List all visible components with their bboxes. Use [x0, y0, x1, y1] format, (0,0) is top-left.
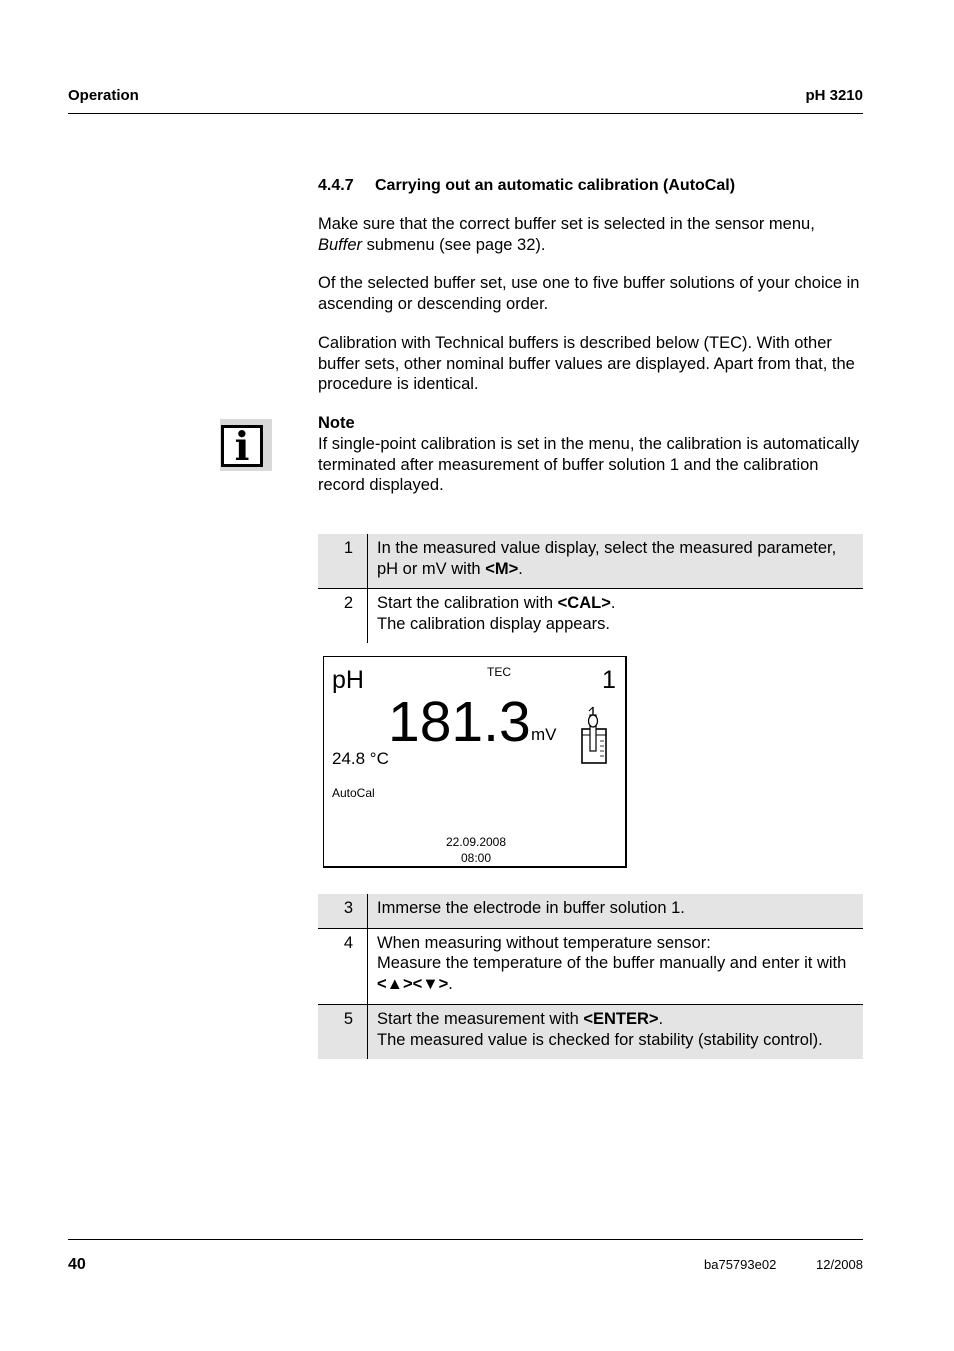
display-value: 181.3 [388, 690, 531, 754]
table-row [318, 894, 863, 928]
display-temperature: 24.8 °C [332, 749, 389, 768]
paragraph-text: Make sure that the correct buffer set is selected in the sensor menu, [318, 215, 815, 233]
table-row [318, 534, 863, 589]
step-text: Immerse the electrode in buffer solution 1. [368, 894, 864, 928]
display-time: 08:00 [460, 851, 492, 865]
header-product-label: pH 3210 [805, 87, 863, 104]
step-number: 2 [318, 589, 368, 643]
buffer-menu-ref: Buffer [318, 235, 363, 254]
step-number: 3 [318, 894, 368, 928]
steps-table-2 [318, 894, 863, 1059]
step-text: Start the calibration with <CAL>. The calibration display appears. [368, 589, 864, 643]
key-cal: <CAL> [557, 594, 611, 613]
page-number: 40 [68, 1256, 86, 1273]
step-number: 5 [318, 1004, 368, 1059]
paragraph-buffer-solutions: Of the selected buffer set, use one to five buffer solutions of your choice in ascending or descending order. [318, 274, 860, 313]
note-text: If single-point calibration is set in the menu, the calibration is automatically terminated after measurement of buffer solution 1 and the calibration record displayed. [318, 435, 860, 495]
info-icon [220, 419, 272, 471]
step-text: Start the measurement with <ENTER>. The measured value is checked for stability (stability control). [368, 1004, 864, 1059]
section-heading [318, 177, 735, 195]
note-title: Note [318, 414, 355, 432]
key-m: <M> [485, 559, 519, 578]
display-unit: mV [531, 725, 557, 744]
paragraph-buffer-set [318, 214, 866, 255]
paragraph-technical-buffers: Calibration with Technical buffers is described below (TEC). With other buffer sets, other nominal buffer values are displayed. Apart from that, the procedure is identical. [318, 334, 855, 394]
display-status: AutoCal [332, 786, 375, 800]
document-id: ba75793e02 [704, 1257, 777, 1272]
document-date: 12/2008 [816, 1257, 863, 1272]
electrode-beaker-icon [580, 705, 610, 770]
info-icon-letter: i [234, 424, 250, 470]
paragraph-text: submenu (see page 32). [362, 235, 546, 254]
section-number: 4.4.7 [318, 177, 354, 194]
step-number: 1 [318, 534, 368, 589]
header-section-label: Operation [68, 87, 139, 104]
section-title: Carrying out an automatic calibration (AutoCal) [375, 177, 736, 194]
instrument-display [323, 656, 627, 868]
header-rule [68, 113, 863, 114]
steps-table-1 [318, 534, 863, 643]
display-datetime [324, 834, 628, 866]
table-row [318, 589, 863, 643]
step-text: In the measured value display, select the measured parameter, pH or mV with <M>. [368, 534, 864, 589]
table-row [318, 928, 863, 1004]
display-date: 22.09.2008 [445, 835, 507, 849]
table-row [318, 1004, 863, 1059]
key-arrows: <▲><▼> [377, 975, 449, 994]
step-text: When measuring without temperature sensor: Measure the temperature of the buffer manually and enter it with <▲><▼>. [368, 928, 864, 1004]
key-enter: <ENTER> [583, 1009, 659, 1028]
display-buffer-set: TEC [487, 665, 511, 679]
display-buffer-index: 1 [602, 666, 616, 694]
step-number: 4 [318, 928, 368, 1004]
footer-rule [68, 1239, 863, 1240]
display-mode: pH [332, 666, 364, 694]
